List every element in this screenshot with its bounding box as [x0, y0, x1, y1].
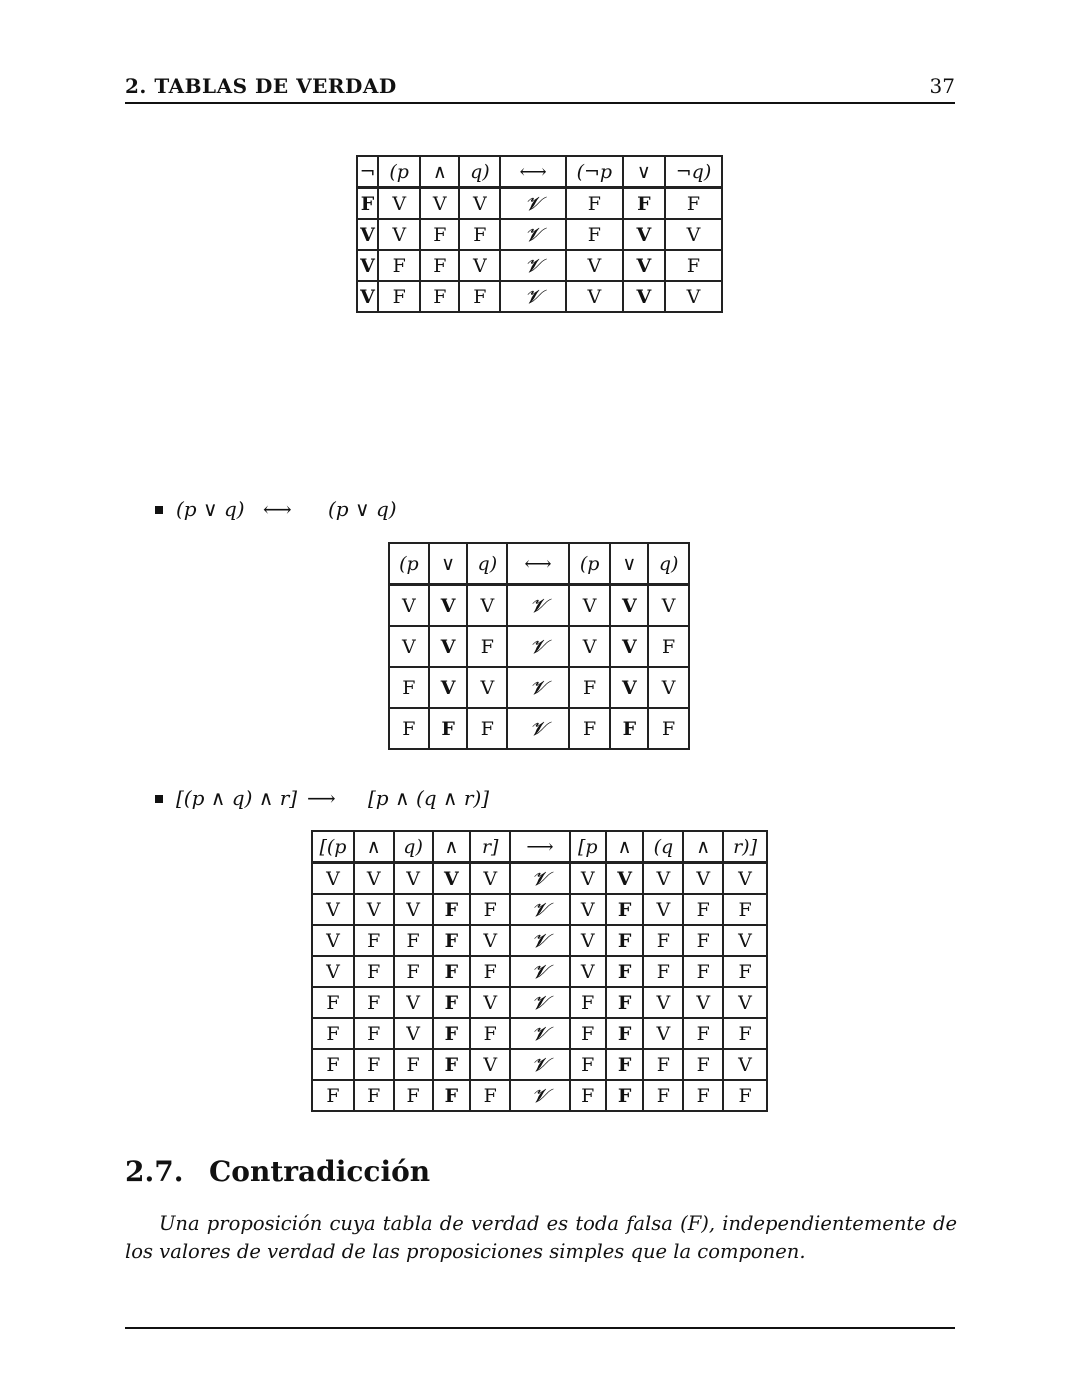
table-cell: F	[394, 925, 433, 956]
table-cell: 𝓥	[510, 987, 570, 1018]
section-heading	[125, 1155, 430, 1188]
table-cell: F	[420, 219, 459, 250]
table-cell: F	[665, 250, 722, 281]
table-cell: F	[357, 188, 378, 220]
column-header: ⟷	[500, 156, 565, 188]
table-cell: F	[606, 894, 644, 925]
table-cell: V	[665, 281, 722, 312]
column-header: r]	[470, 831, 510, 863]
table-cell: V	[648, 585, 689, 627]
table-cell: 𝓥	[507, 667, 569, 708]
bullet-marker	[155, 506, 163, 514]
running-title: 2. TABLAS DE VERDAD	[125, 74, 397, 98]
truth-table-1	[356, 155, 723, 313]
table-cell: V	[610, 585, 648, 627]
table-row	[357, 250, 722, 281]
table-cell: F	[433, 1049, 471, 1080]
table-cell: F	[643, 925, 683, 956]
table-row	[312, 925, 767, 956]
table-cell: F	[470, 956, 510, 987]
formula-left: (p ∨ q)	[176, 497, 245, 521]
table-cell: F	[570, 1018, 606, 1049]
table-cell: V	[470, 1049, 510, 1080]
table-cell: F	[394, 956, 433, 987]
table-cell: F	[354, 1080, 394, 1111]
table-cell: V	[357, 219, 378, 250]
table-cell: V	[459, 250, 500, 281]
table-cell: V	[623, 250, 665, 281]
table-cell: V	[354, 894, 394, 925]
table-cell: V	[570, 863, 606, 895]
table-cell: 𝓥	[510, 1049, 570, 1080]
table-row	[312, 987, 767, 1018]
table-cell: V	[566, 281, 623, 312]
table-row	[389, 708, 689, 749]
table-cell: V	[394, 987, 433, 1018]
table-cell: F	[569, 667, 611, 708]
bullet-marker	[155, 795, 163, 803]
column-header: [p	[570, 831, 606, 863]
table-cell: F	[378, 250, 420, 281]
table-cell: V	[467, 667, 507, 708]
table-cell: V	[569, 626, 611, 667]
column-header: ∧	[420, 156, 459, 188]
table-cell: F	[467, 626, 507, 667]
table-cell: V	[606, 863, 644, 895]
formula-connective: ⟶	[307, 786, 336, 810]
table-cell: F	[433, 894, 471, 925]
column-header: (p	[389, 543, 429, 585]
column-header: ∧	[683, 831, 723, 863]
table-row	[312, 894, 767, 925]
table-cell: F	[433, 1018, 471, 1049]
table-header-row	[389, 543, 689, 585]
table-cell: F	[566, 188, 623, 220]
table-cell: V	[623, 219, 665, 250]
definition-paragraph: Una proposición cuya tabla de verdad es toda falsa (F), independientemente de los valores de verdad de las proposiciones simples que la componen.	[125, 1212, 957, 1263]
column-header: ¬	[357, 156, 378, 188]
table-cell: F	[312, 987, 354, 1018]
table-cell: V	[470, 863, 510, 895]
table-cell: V	[394, 1018, 433, 1049]
table-cell: F	[459, 219, 500, 250]
table-cell: F	[354, 956, 394, 987]
table-cell: V	[723, 987, 767, 1018]
table-cell: 𝓥	[510, 894, 570, 925]
column-header: q)	[394, 831, 433, 863]
table-cell: F	[470, 894, 510, 925]
table-cell: F	[420, 281, 459, 312]
table-row	[357, 219, 722, 250]
table-cell: 𝓥	[500, 281, 565, 312]
table-cell: F	[606, 987, 644, 1018]
table-cell: F	[470, 1080, 510, 1111]
table-cell: F	[606, 1080, 644, 1111]
table-cell: V	[312, 863, 354, 895]
table-cell: F	[683, 925, 723, 956]
table-cell: V	[610, 667, 648, 708]
bullet-item-2	[155, 786, 495, 816]
column-header: ∧	[606, 831, 644, 863]
table-cell: F	[683, 956, 723, 987]
section-title: Contradicción	[209, 1155, 431, 1188]
column-header: (p	[378, 156, 420, 188]
formula-connective: ⟷	[263, 497, 292, 521]
table-cell: F	[623, 188, 665, 220]
table-cell: F	[389, 667, 429, 708]
column-header: [(p	[312, 831, 354, 863]
table-cell: V	[429, 626, 468, 667]
table-cell: F	[683, 1049, 723, 1080]
table-cell: V	[569, 585, 611, 627]
column-header: q)	[648, 543, 689, 585]
table-cell: F	[312, 1018, 354, 1049]
truth-table-2	[388, 542, 690, 750]
table-cell: V	[467, 585, 507, 627]
table-cell: F	[312, 1080, 354, 1111]
table-cell: 𝓥	[510, 1018, 570, 1049]
table-cell: V	[389, 585, 429, 627]
table-cell: F	[394, 1049, 433, 1080]
table-cell: V	[643, 894, 683, 925]
table-cell: F	[569, 708, 611, 749]
table-cell: V	[683, 863, 723, 895]
table-cell: F	[643, 956, 683, 987]
table-cell: F	[354, 925, 394, 956]
table-cell: F	[683, 1080, 723, 1111]
table-cell: V	[665, 219, 722, 250]
table-cell: F	[429, 708, 468, 749]
table-cell: V	[354, 863, 394, 895]
table-cell: F	[723, 1018, 767, 1049]
table-cell: V	[357, 250, 378, 281]
table-cell: V	[570, 925, 606, 956]
table-cell: F	[606, 925, 644, 956]
table-cell: F	[433, 1080, 471, 1111]
column-header: ∧	[354, 831, 394, 863]
table-cell: V	[394, 863, 433, 895]
table-cell: V	[723, 863, 767, 895]
table-cell: V	[378, 188, 420, 220]
table-row	[312, 1080, 767, 1111]
table-cell: 𝓥	[507, 626, 569, 667]
table-cell: V	[378, 219, 420, 250]
table-cell: F	[723, 894, 767, 925]
table-cell: V	[610, 626, 648, 667]
table-cell: 𝓥	[510, 956, 570, 987]
table-cell: F	[665, 188, 722, 220]
table-cell: V	[566, 250, 623, 281]
table-row	[389, 626, 689, 667]
table-cell: V	[420, 188, 459, 220]
table-cell: V	[570, 894, 606, 925]
column-header: ∨	[610, 543, 648, 585]
column-header: ∨	[623, 156, 665, 188]
table-cell: V	[683, 987, 723, 1018]
table-cell: F	[566, 219, 623, 250]
table-header-row	[357, 156, 722, 188]
column-header: ¬q)	[665, 156, 722, 188]
table-cell: V	[643, 987, 683, 1018]
table-cell: F	[570, 1080, 606, 1111]
table-cell: V	[312, 925, 354, 956]
table-cell: F	[683, 894, 723, 925]
formula-left: [(p ∧ q) ∧ r]	[176, 786, 298, 810]
table-row	[312, 863, 767, 895]
table-cell: F	[570, 1049, 606, 1080]
table-cell: F	[420, 250, 459, 281]
table-cell: V	[570, 956, 606, 987]
table-row	[312, 1018, 767, 1049]
table-cell: F	[648, 708, 689, 749]
table-cell: F	[610, 708, 648, 749]
table-cell: F	[643, 1080, 683, 1111]
table-cell: V	[470, 987, 510, 1018]
table-cell: 𝓥	[500, 250, 565, 281]
column-header: ∧	[433, 831, 471, 863]
table-cell: V	[623, 281, 665, 312]
table-row	[389, 667, 689, 708]
column-header: q)	[467, 543, 507, 585]
table-header-row	[312, 831, 767, 863]
table-cell: F	[470, 1018, 510, 1049]
table-row	[312, 956, 767, 987]
table-cell: 𝓥	[510, 925, 570, 956]
table-cell: F	[648, 626, 689, 667]
formula-right: [p ∧ (q ∧ r)]	[368, 786, 490, 810]
table-cell: V	[429, 667, 468, 708]
table-cell: F	[570, 987, 606, 1018]
table-row	[312, 1049, 767, 1080]
column-header: (p	[569, 543, 611, 585]
table-cell: V	[723, 925, 767, 956]
table-cell: V	[312, 894, 354, 925]
table-cell: V	[648, 667, 689, 708]
table-cell: V	[312, 956, 354, 987]
table-row	[389, 585, 689, 627]
table-cell: V	[433, 863, 471, 895]
table-row	[357, 188, 722, 220]
table-cell: F	[606, 956, 644, 987]
table-cell: V	[643, 1018, 683, 1049]
table-cell: F	[459, 281, 500, 312]
column-header: ⟶	[510, 831, 570, 863]
table-cell: F	[378, 281, 420, 312]
table-cell: F	[723, 956, 767, 987]
table-cell: F	[312, 1049, 354, 1080]
table-cell: F	[467, 708, 507, 749]
table-cell: 𝓥	[510, 1080, 570, 1111]
table-cell: F	[389, 708, 429, 749]
table-cell: V	[429, 585, 468, 627]
section-number: 2.7.	[125, 1155, 184, 1188]
table-cell: F	[354, 1018, 394, 1049]
table-cell: V	[459, 188, 500, 220]
table-cell: 𝓥	[500, 188, 565, 220]
formula-right: (p ∨ q)	[328, 497, 397, 521]
table-cell: V	[394, 894, 433, 925]
column-header: ⟷	[507, 543, 569, 585]
table-cell: V	[389, 626, 429, 667]
table-cell: V	[357, 281, 378, 312]
column-header: (¬p	[566, 156, 623, 188]
table-cell: 𝓥	[507, 708, 569, 749]
page-number: 37	[929, 74, 955, 98]
column-header: ∨	[429, 543, 468, 585]
table-cell: F	[606, 1049, 644, 1080]
column-header: r)]	[723, 831, 767, 863]
table-cell: F	[394, 1080, 433, 1111]
table-cell: V	[723, 1049, 767, 1080]
table-cell: F	[433, 925, 471, 956]
table-cell: V	[643, 863, 683, 895]
table-cell: F	[723, 1080, 767, 1111]
table-cell: F	[433, 987, 471, 1018]
table-cell: F	[683, 1018, 723, 1049]
column-header: (q	[643, 831, 683, 863]
table-cell: V	[470, 925, 510, 956]
table-cell: F	[354, 987, 394, 1018]
table-cell: F	[606, 1018, 644, 1049]
table-cell: 𝓥	[500, 219, 565, 250]
table-cell: F	[643, 1049, 683, 1080]
table-cell: 𝓥	[510, 863, 570, 895]
table-row	[357, 281, 722, 312]
page-header	[125, 72, 955, 104]
column-header: q)	[459, 156, 500, 188]
table-cell: 𝓥	[507, 585, 569, 627]
truth-table-3	[311, 830, 768, 1112]
bullet-item-1	[155, 497, 455, 527]
table-cell: F	[354, 1049, 394, 1080]
footer-rule	[125, 1327, 955, 1329]
table-cell: F	[433, 956, 471, 987]
